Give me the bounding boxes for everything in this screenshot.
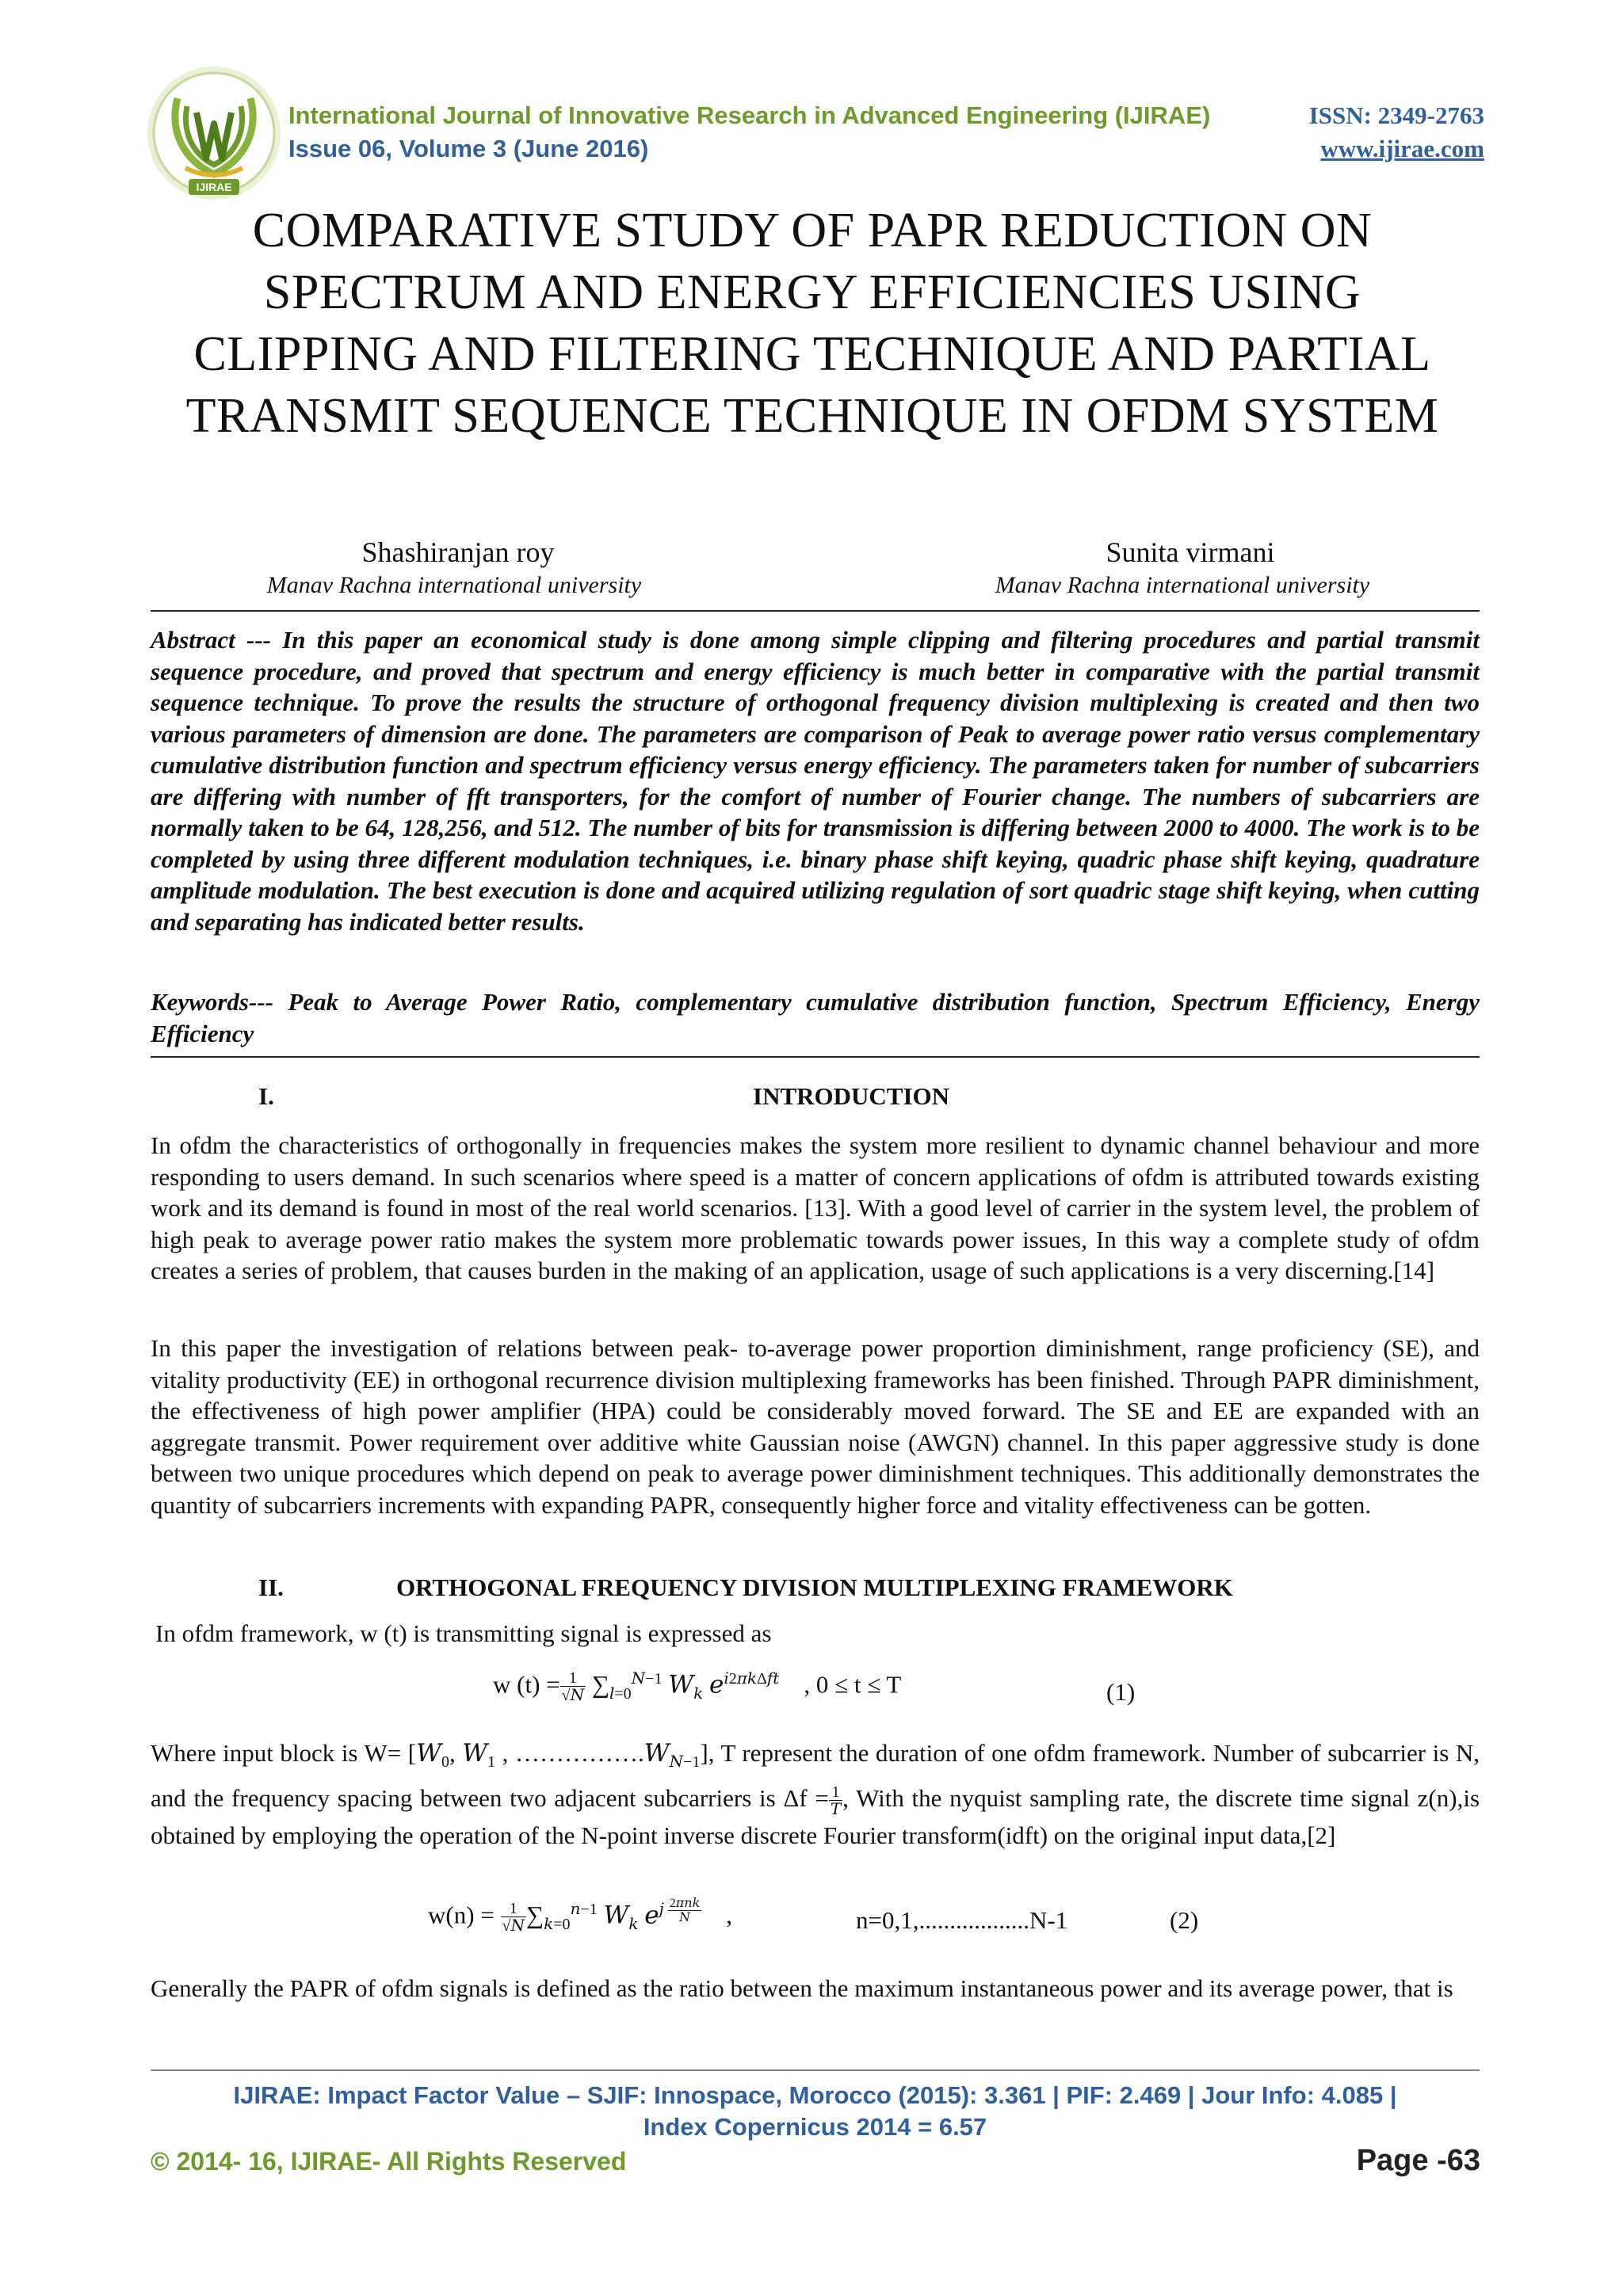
journal-issn: ISSN: 2349-2763 xyxy=(1308,101,1484,129)
equation-comma: , xyxy=(726,1901,733,1929)
logo-text: IJIRAE xyxy=(196,181,232,193)
paragraph: In this paper the investigation of relations between peak- to-average power proportion diminishment, range proficiency (SE), and vitality productivity (EE) in orthogonal recurrence division multiplexing frameworks has been finished. Through PAPR diminishment, the effectiveness of high power amplifier (HPA) could be considerably moved forward. The SE and EE are expanded with an aggregate transmit. Power requirement over additive white Gaussian noise (AWGN) channel. In this paper aggressive study is done between two unique procedures which depend on peak to average power diminishment techniques. This additionally demonstrates the quantity of subcarriers increments with expanding PAPR, consequently higher force and vitality effectiveness can be gotten. xyxy=(151,1334,1480,1519)
divider xyxy=(151,610,1480,612)
text-run: ], T represent the duration of one ofdm framework. Number of xyxy=(700,1739,1321,1767)
equation-2: w(n) = $\frac{1}{√N}$ $\sum_{k=0}^{n-1}$ $W_k$ $e^{j \frac{\text{2πnk}}{N}}$ , xyxy=(428,1895,733,1936)
text-run: discrete time signal z(n),is obtained by employing the operation of the N-point inverse discrete Fourier transform(idft) on the original input data,[2] xyxy=(151,1784,1480,1850)
section-heading: ORTHOGONAL FREQUENCY DIVISION MULTIPLEXING FRAMEWORK xyxy=(396,1573,1233,1601)
equation-lhs: w(n) = xyxy=(428,1901,495,1929)
author-name: Shashiranjan roy xyxy=(361,536,555,568)
footer-impact-factor xyxy=(151,2080,1480,2143)
paragraph: Where input block is $W= [W_0$, $W_1$ , $\dots\dots\dots\dots\dots.W_{N-1}$], T represent the duration of one ofdm framework. Number of subcarrier is N, and the frequency spacing between two adjacent subcarriers is Δf = $\frac{1}{T}$ , With the nyquist sampling rate, the discrete time signal z(n),is obtained by employing the operation of the N-point inverse discrete Fourier transform(idft) on the original input data,[2] xyxy=(151,1739,1480,1850)
paper-title: COMPARATIVE STUDY OF PAPR REDUCTION ON SPECTRUM AND ENERGY EFFICIENCIES USING CLIPPING AND FILTERING TECHNIQUE AND PARTIAL TRANSMIT SEQUENCE TECHNIQUE IN OFDM SYSTEM xyxy=(185,204,1439,443)
journal-name: International Journal of Innovative Research in Advanced Engineering (IJIRAE) xyxy=(288,101,1211,129)
journal-url-link[interactable]: www.ijirae.com xyxy=(1320,135,1484,162)
equation-number: (2) xyxy=(1170,1906,1199,1934)
author-name: Sunita virmani xyxy=(1106,536,1275,568)
equation-range: n=0,1,..................N-1 xyxy=(856,1906,1068,1934)
journal-issue: Issue 06, Volume 3 (June 2016) xyxy=(288,135,649,162)
paragraph: In ofdm the characteristics of orthogonally in frequencies makes the system more resilient to dynamic channel behaviour and more responding to users demand. In such scenarios where speed is a matter of concern applications of ofdm is attributed towards existing work and its demand is found in most of the real world scenarios. [13]. With a good level of carrier in the system level, the problem of high peak to average power ratio makes the system more problematic towards power issues, In this way a complete study of ofdm creates a series of problem, that causes burden in the making of an application, usage of such applications is a very discerning.[14] xyxy=(151,1131,1480,1284)
impact-line: IJIRAE: Impact Factor Value – SJIF: Innospace, Morocco (2015): 3.361 | PIF: 2.469 | Jour Info: 4.085 | xyxy=(233,2081,1397,2109)
section-heading: INTRODUCTION xyxy=(753,1082,950,1110)
author-affiliation: Manav Rachna international university xyxy=(995,572,1370,598)
section-number: I. xyxy=(258,1082,274,1110)
section-number: II. xyxy=(258,1573,284,1601)
index-line: Index Copernicus 2014 = 6.57 xyxy=(643,2113,987,2141)
divider xyxy=(151,1056,1480,1058)
equation-range: , 0 ≤ t ≤ T xyxy=(804,1670,902,1699)
text-run: Where input block is W= [ xyxy=(151,1739,417,1767)
equation-number: (1) xyxy=(1106,1678,1136,1706)
keywords: Keywords--- Peak to Average Power Ratio, complementary cumulative distribution function, Spectrum Efficiency, Energy Efficiency xyxy=(151,988,1480,1047)
abstract: Abstract --- In this paper an economical study is done among simple clipping and filtering procedures and partial transmit sequence procedure, and proved that spectrum and energy efficiency is much better in comparative with the partial transmit sequence technique. To prove the results the structure of orthogonal frequency division multiplexing is created and then two various parameters of dimension are done. The parameters are comparison of Peak to average power ratio versus complementary cumulative distribution function and spectrum efficiency versus energy efficiency. The parameters taken for number of subcarriers are differing with number of fft transporters, for the comfort of number of Fourier change. The numbers of subcarriers are normally taken to be 64, 128,256, and 512. The number of bits for transmission is differing between 2000 to 4000. The work is to be completed by using three different modulation techniques, i.e. binary phase shift keying, quadric phase shift keying, quadrature amplitude modulation. The best execution is done and acquired utilizing regulation of sort quadric stage shift keying, when cutting and separating has indicated better results. xyxy=(151,626,1480,936)
text-run: subcarrier is N, and the frequency spacing between two adjacent subcarriers is Δf = xyxy=(151,1739,1480,1813)
copyright: © 2014- 16, IJIRAE- All Rights Reserved xyxy=(151,2147,627,2176)
footer-divider xyxy=(151,2069,1480,2071)
equation-lhs: w (t) = xyxy=(493,1670,560,1699)
author-affiliation: Manav Rachna international university xyxy=(266,572,642,598)
paragraph: Generally the PAPR of ofdm signals is defined as the ratio between the maximum instantaneous power and its average power, that is xyxy=(151,1974,1453,2002)
paragraph: In ofdm framework, w (t) is transmitting signal is expressed as xyxy=(155,1619,772,1647)
page-number: Page -63 xyxy=(1356,2144,1480,2177)
ijirae-logo-icon xyxy=(146,65,282,201)
equation-1: w (t) = $\frac{1}{√N}$ $\sum_{l=0}^{N-1}$ $W_k$ $e^{i2\pi k\Delta ft}$ , 0 ≤ t ≤ T xyxy=(493,1669,902,1705)
text-run: , With the nyquist sampling rate, the xyxy=(842,1784,1209,1813)
